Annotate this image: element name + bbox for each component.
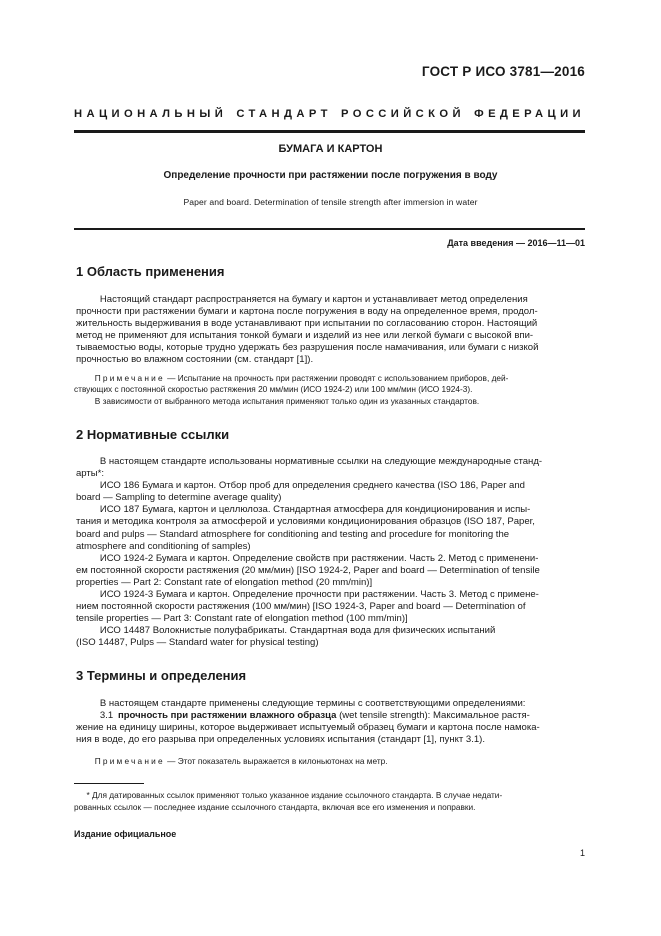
text-line: ИСО 1924-3 Бумага и картон. Определение прочности при растяжении. Часть 3. Метод с примене-	[99, 589, 539, 601]
section-terms	[74, 668, 585, 683]
note-label: Примечание	[94, 756, 165, 766]
footnote-line	[74, 789, 585, 801]
paragraph-line	[74, 294, 585, 306]
reference-line	[74, 504, 585, 516]
paragraph-line	[74, 698, 585, 710]
paragraph-line: арты*:	[76, 468, 105, 480]
text-line: ИСО 1924-2 Бумага и картон. Определение свойств при растяжении. Часть 2. Метод с применени-	[99, 552, 539, 564]
term-number: 3.1	[99, 710, 114, 722]
section-scope-note	[74, 373, 585, 407]
gost-number: ГОСТ Р ИСО 3781—2016	[421, 64, 585, 79]
section-heading: 2 Нормативные ссылки	[76, 427, 230, 442]
paragraph-line: ния в воде, до его разрыва при определенных условиях испытания (стандарт [1], пункт 3.1).	[76, 734, 486, 746]
term-definition-line	[74, 710, 585, 722]
text-line: Настоящий стандарт распространяется на бумагу и картон и устанавливает метод определения	[99, 294, 528, 305]
section-normative-references	[74, 427, 585, 442]
text-line: В зависимости от выбранного метода испытания применяют только один из указанных стандартов.	[94, 395, 480, 406]
text-line: В настоящем стандарте использованы нормативные ссылки на следующие международные станд-	[99, 456, 543, 467]
paragraph-line: жение на единицу ширины, которое выдерживает испытуемый образец бумаги и картона после намока-	[76, 722, 540, 734]
reference-line	[74, 589, 585, 601]
footnote-line: рованных ссылок — последнее издание ссылочного стандарта, включая все его изменения и поправки.	[74, 802, 476, 813]
document-subtitle: Определение прочности при растяжении после погружения в воду	[163, 170, 498, 181]
note-line	[74, 396, 585, 407]
banner-word: СТАНДАРТ	[236, 108, 332, 120]
reference-line	[74, 625, 585, 637]
reference-line	[74, 553, 585, 565]
note-text: — Испытание на прочность при растяжении проводят с использованием приборов, дей-	[164, 373, 509, 383]
banner-word: НАЦИОНАЛЬНЫЙ	[74, 108, 228, 120]
paragraph-line: прочностью во влажном состоянии (см. стандарт [1]).	[76, 354, 314, 366]
paragraph-line: atmosphere and conditioning of samples)	[76, 540, 251, 552]
paragraph-line: нием постоянной скорости растяжения (100 мм/мин) [ISO 1924-3, Paper and board — Determination of	[76, 601, 526, 613]
text-line: ИСО 187 Бумага, картон и целлюлоза. Стандартная атмосфера для кондиционирования и испы-	[99, 504, 531, 516]
section-heading: 3 Термины и определения	[76, 668, 247, 683]
note-label: Примечание	[94, 373, 165, 383]
text-line: В настоящем стандарте применены следующие термины с соответствующими определениями:	[99, 698, 526, 709]
paragraph-line: board and pulps — Standard atmosphere for conditioning and testing and procedure for monitoring the	[76, 528, 510, 540]
banner-rule	[74, 130, 585, 133]
paragraph-line: тания и методика контроля за атмосферой и условиями кондиционирования образцов (ISO 187, Paper,	[76, 516, 535, 528]
edition-label: Издание официальное	[74, 829, 177, 839]
banner-word: ФЕДЕРАЦИИ	[474, 108, 585, 120]
footnote-rule	[74, 783, 144, 784]
note-line	[74, 373, 585, 384]
term-name: прочность при растяжении влажного образца	[117, 710, 337, 722]
text-line: ИСО 186 Бумага и картон. Отбор проб для определения среднего качества (ISO 186, Paper and	[99, 480, 525, 492]
note-text: — Этот показатель выражается в килоньютонах на метр.	[164, 756, 388, 766]
term-definition: (wet tensile strength): Максимальное растя-	[336, 710, 530, 722]
document-title: БУМАГА И КАРТОН	[278, 143, 383, 155]
note-line	[74, 756, 585, 767]
section-scope-body	[74, 294, 585, 367]
national-standard-banner	[74, 108, 585, 120]
section-terms-note	[74, 756, 585, 767]
paragraph-line: (ISO 14487, Pulps — Standard water for physical testing)	[76, 637, 319, 649]
section-heading: 1 Область применения	[76, 264, 225, 279]
paragraph-line	[74, 456, 585, 468]
paragraph-line: метод не применяют для испытания тонкой бумаги и изделий из нее или легкой бумаги с высокой впи-	[76, 330, 534, 342]
paragraph-line: tensile properties — Part 3: Constant rate of elongation method (100 mm/min)]	[76, 613, 408, 625]
text-line: * Для датированных ссылок применяют только указанное издание ссылочного стандарта. В случае недати-	[86, 790, 503, 800]
paragraph-line: тываемостью воды, которые трудно удержать без разрушения после намачивания, или бумаги с низкой	[76, 342, 539, 354]
reference-line	[74, 480, 585, 492]
page-number: 1	[579, 848, 585, 858]
text-line: ИСО 14487 Волокнистые полуфабрикаты. Стандартная вода для физических испытаний	[99, 625, 496, 637]
section-terms-body	[74, 698, 585, 746]
paragraph-line: properties — Part 2: Constant rate of elongation method (20 mm/min)]	[76, 576, 373, 588]
paragraph-line: board — Sampling to determine average quality)	[76, 492, 282, 504]
document-title-english: Paper and board. Determination of tensile strength after immersion in water	[183, 197, 478, 207]
section-scope	[74, 264, 585, 279]
introduction-date: Дата введения — 2016—11—01	[447, 238, 585, 248]
paragraph-line: ем постоянной скорости растяжения (20 мм/мин) [ISO 1924-2, Paper and board — Determination of tensile	[76, 564, 540, 576]
paragraph-line: прочности при растяжении бумаги и картона после погружения в воду на определенное время, продол-	[76, 306, 538, 318]
banner-word: РОССИЙСКОЙ	[341, 108, 465, 120]
paragraph-line: жительность выдерживания в воде устанавливают при испытании по согласованию сторон. Настоящий	[76, 318, 538, 330]
title-rule	[74, 228, 585, 230]
footnote	[74, 789, 585, 813]
section-normative-references-body	[74, 456, 585, 650]
note-line: ствующих с постоянной скоростью растяжения 20 мм/мин (ИСО 1924-2) или 100 мм/мин (ИСО 1924-3).	[74, 384, 473, 395]
